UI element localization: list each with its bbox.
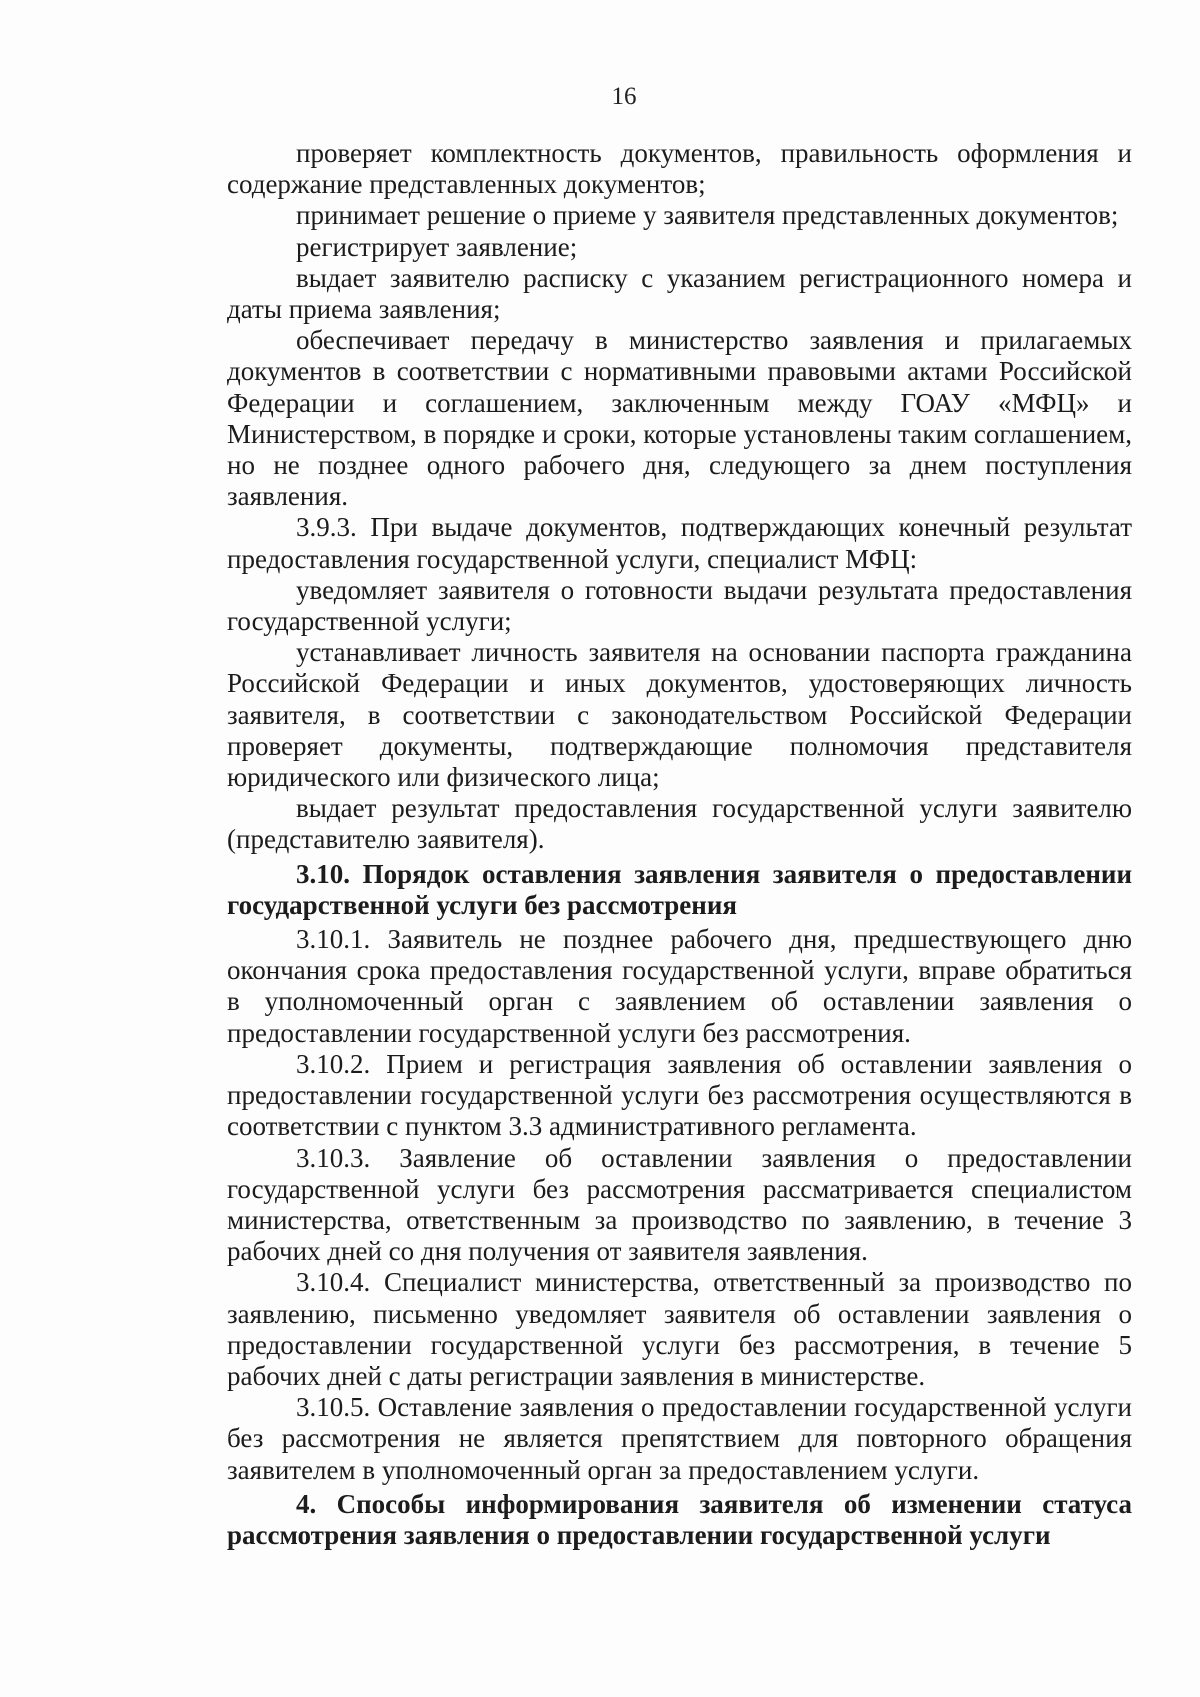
section-heading: 3.10. Порядок оставления заявления заявителя о предоставлении государственной услуги без рассмотрения: [227, 858, 1132, 920]
paragraph: устанавливает личность заявителя на основании паспорта гражданина Российской Федерации и иных документов, удостоверяющих личность заявителя, в соответствии с законодательством Российской Федерации проверяет документы, подтверждающие полномочия представителя юридического или физического лица;: [227, 637, 1132, 793]
paragraph: обеспечивает передачу в министерство заявления и прилагаемых документов в соответствии с нормативными правовыми актами Российской Федерации и соглашением, заключенным между ГОАУ «МФЦ» и Министерством, в порядке и сроки, которые установлены таким соглашением, но не позднее одного рабочего дня, следующего за днем поступления заявления.: [227, 325, 1132, 512]
paragraph: регистрирует заявление;: [296, 231, 578, 262]
section-heading: 4. Способы информирования заявителя об изменении статуса рассмотрения заявления о предоставлении государственной услуги: [227, 1488, 1132, 1550]
document-body: [227, 138, 1132, 1554]
paragraph: выдает заявителю расписку с указанием регистрационного номера и даты приема заявления;: [227, 262, 1132, 325]
paragraph: 3.10.1. Заявитель не позднее рабочего дня, предшествующего дню окончания срока предоставления государственной услуги, вправе обратиться в уполномоченный орган с заявлением об оставлении заявления о предоставлении государственной услуги без рассмотрения.: [227, 924, 1132, 1048]
paragraph: выдает результат предоставления государственной услуги заявителю (представителю заявителя).: [227, 793, 1132, 855]
paragraph: 3.9.3. При выдаче документов, подтверждающих конечный результат предоставления государственной услуги, специалист МФЦ:: [227, 512, 1132, 574]
paragraph: уведомляет заявителя о готовности выдачи результата предоставления государственной услуги;: [227, 574, 1132, 637]
paragraph: 3.10.5. Оставление заявления о предоставлении государственной услуги без рассмотрения не является препятствием для повторного обращения заявителем в уполномоченный орган за предоставлением услуги.: [227, 1392, 1132, 1485]
paragraph: 3.10.4. Специалист министерства, ответственный за производство по заявлению, письменно уведомляет заявителя об оставлении заявления о предоставлении государственной услуги без рассмотрения, в течение 5 рабочих дней с даты регистрации заявления в министерстве.: [227, 1267, 1132, 1391]
page-number: 16: [611, 83, 637, 110]
paragraph: 3.10.2. Прием и регистрация заявления об оставлении заявления о предоставлении государственной услуги без рассмотрения осуществляются в соответствии с пунктом 3.3 административного регламента.: [227, 1048, 1132, 1142]
paragraph: проверяет комплектность документов, правильность оформления и содержание представленных документов;: [227, 138, 1132, 200]
paragraph: принимает решение о приеме у заявителя представленных документов;: [296, 200, 1119, 231]
paragraph: 3.10.3. Заявление об оставлении заявления о предоставлении государственной услуги без рассмотрения рассматривается специалистом министерства, ответственным за производство по заявлению, в течение 3 рабочих дней со дня получения от заявителя заявления.: [227, 1142, 1132, 1267]
